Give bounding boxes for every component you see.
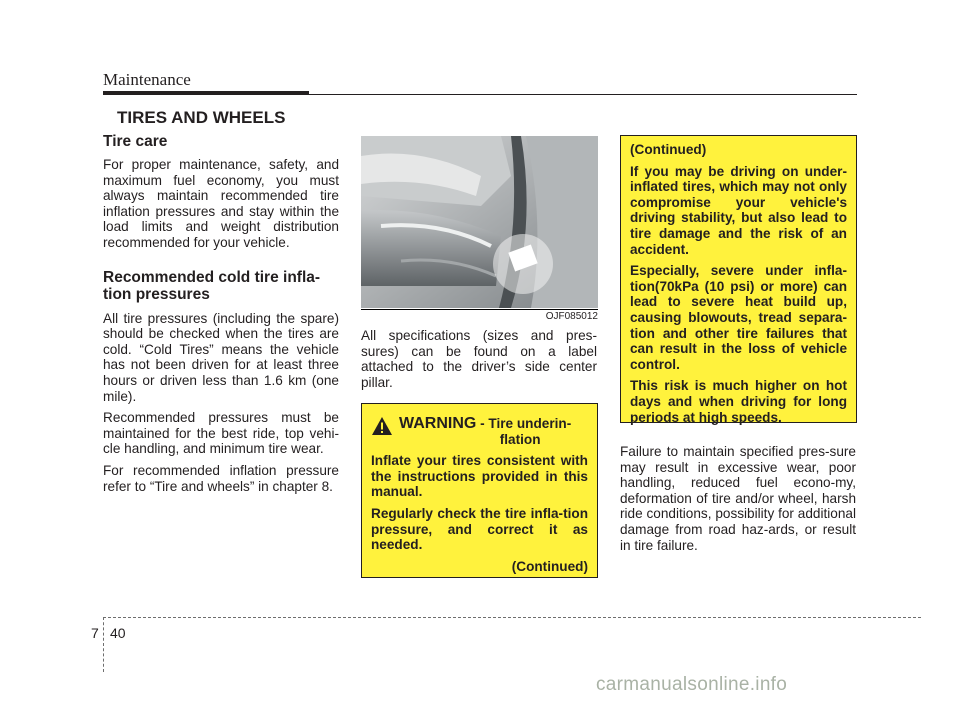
column-1	[103, 133, 339, 500]
tire-care-text	[103, 157, 339, 251]
heading-line: Recommended cold tire infla-	[103, 268, 321, 286]
chapter-number: 7	[91, 625, 99, 641]
seat-pillar-photo	[361, 136, 598, 308]
heading-tire-care: Tire care	[103, 133, 168, 150]
footer-divider	[103, 617, 104, 672]
watermark: carmanualsonline.info	[596, 674, 788, 695]
warning-triangle-icon	[371, 416, 393, 436]
warning-paragraph: Inflate your tires consistent with the instructions provided in this manual.	[371, 453, 588, 500]
warning-subtitle-line1: - Tire underin-	[476, 416, 572, 431]
section-label: Maintenance	[103, 70, 191, 89]
heading-line: tion pressures	[103, 285, 210, 303]
continued-label: (Continued)	[511, 558, 588, 574]
page-number: 40	[110, 625, 126, 641]
section-title: TIRES AND WHEELS	[117, 108, 286, 127]
warning-subtitle-line2: flation	[499, 431, 541, 447]
header-rule-thin	[309, 94, 857, 95]
paragraph: For proper maintenance, safety, and maximum fuel economy, you must always maintain recommended tire inflation pressures and stay within the load limits and weight distribution recommended for your vehicle.	[103, 157, 339, 250]
warning-paragraph: This risk is much higher on hot days and when driving for long periods at high speeds.	[630, 378, 847, 425]
column-3-text	[620, 444, 856, 559]
column-2-text	[361, 328, 597, 396]
warning-title	[399, 416, 571, 447]
paragraph: All tire pressures (including the spare) should be checked when the tires are cold. “Cold Tires” means the vehicle has not been driven for at least three hours or driven less than 1.6 km (one mile).	[103, 310, 339, 404]
heading-cold-tire-pressures	[103, 269, 339, 303]
footer-rule	[103, 617, 921, 618]
header-rule-thick	[103, 91, 309, 95]
paragraph: Recommended pressures must be maintained for the best ride, top vehi-cle handling, and minimum tire wear.	[103, 410, 339, 457]
paragraph: For recommended inflation pressure refer to “Tire and wheels” in chapter 8.	[103, 462, 339, 494]
image-code: OJF085012	[361, 309, 598, 324]
warning-paragraph: Especially, severe under infla-tion(70kPa (10 psi) or more) can lead to severe heat build up, causing blowouts, tread separa-tion and other tire failures that can result in the loss of vehicle control.	[630, 263, 847, 372]
paragraph: All specifications (sizes and pres-sures) can be found on a label attached to the driver’s side center pillar.	[361, 328, 597, 390]
continued-label: (Continued)	[630, 142, 707, 157]
paragraph: Failure to maintain specified pres-sure may result in excessive wear, poor handling, reduced fuel econo-my, deformation of tire and/or wheel, harsh ride conditions, possibility for additional damage from road haz-ards, or result in tire failure.	[620, 444, 856, 553]
warning-paragraph: If you may be driving on under-inflated tires, which may not only compromise your vehicle's driving stability, but also lead to tire damage and the risk of an accident.	[630, 163, 847, 257]
warning-word: WARNING	[399, 415, 477, 432]
cold-pressure-text	[103, 311, 339, 495]
warning-paragraph: Regularly check the tire infla-tion pressure, and correct it as needed.	[371, 505, 588, 553]
warning-box	[361, 403, 598, 578]
warning-header	[371, 416, 588, 447]
continued-warning-box	[620, 135, 857, 423]
seat-illustration	[361, 136, 598, 308]
